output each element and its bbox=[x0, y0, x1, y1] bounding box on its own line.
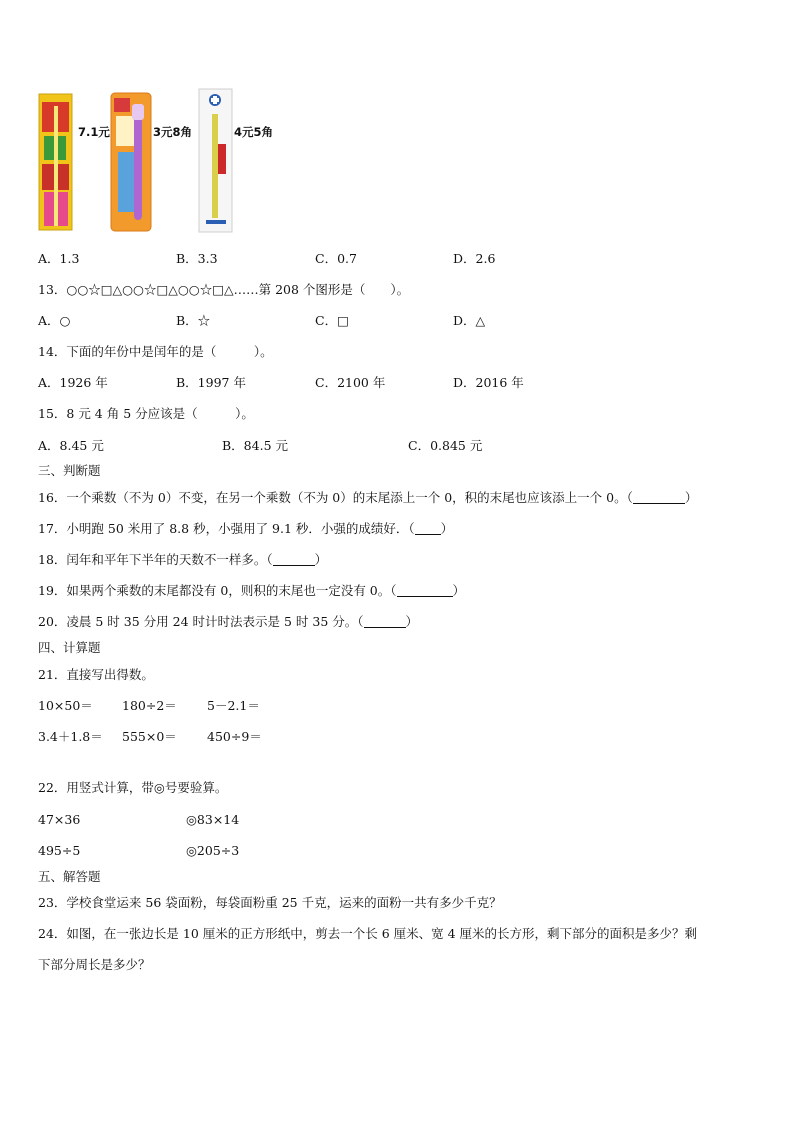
answer-blank[interactable] bbox=[397, 584, 453, 597]
q14-text: 14．下面的年份中是闰年的是（ ）。 bbox=[38, 344, 273, 359]
q12-option-d: D．2.6 bbox=[453, 251, 496, 266]
q13-option-c: C．□ bbox=[315, 313, 349, 328]
q17-text: 17．小明跑 50 米用了 8.8 秒，小强用了 9.1 秒．小强的成绩好．（ bbox=[38, 521, 415, 536]
q12-option-c: C．0.7 bbox=[315, 251, 357, 266]
q14-option-a: A．1926 年 bbox=[38, 375, 108, 390]
q19-end: ） bbox=[452, 583, 466, 598]
q15-text: 15．8 元 4 角 5 分应该是（ ）。 bbox=[38, 406, 254, 421]
q24-text-line2: 下部分周长是多少？ bbox=[38, 957, 151, 972]
q22-title: 22．用竖式计算，带◎号要验算。 bbox=[38, 780, 228, 795]
q22-item: 47×36 bbox=[38, 812, 81, 827]
q20 bbox=[38, 614, 418, 630]
q13-option-b: B．☆ bbox=[176, 313, 211, 328]
q16 bbox=[38, 490, 697, 506]
product-price-1: 7.1元 bbox=[78, 125, 110, 139]
section-heading-solutions: 五、解答题 bbox=[38, 869, 101, 884]
q15-option-b: B．84.5 元 bbox=[222, 438, 288, 453]
toothbrush-package-icon bbox=[198, 88, 234, 234]
q12-option-a: A．1.3 bbox=[38, 251, 80, 266]
answer-blank[interactable] bbox=[633, 491, 685, 504]
q22-item: ◎205÷3 bbox=[186, 843, 240, 858]
product-price-2: 3元8角 bbox=[153, 125, 193, 139]
toothbrush-package-icon bbox=[110, 92, 152, 232]
q15-option-c: C．0.845 元 bbox=[408, 438, 483, 453]
q16-text: 16．一个乘数（不为 0）不变，在另一个乘数（不为 0）的末尾添上一个 0，积的末尾也应该添上一个 0。（ bbox=[38, 490, 633, 505]
q24-text-line1: 24．如图，在一张边长是 10 厘米的正方形纸中，剪去一个长 6 厘米、宽 4 厘米的长方形，剩下部分的面积是多少？剩 bbox=[38, 926, 698, 941]
toothbrush-package-icon bbox=[38, 92, 74, 232]
q22-item: 495÷5 bbox=[38, 843, 81, 858]
answer-blank[interactable] bbox=[273, 553, 315, 566]
q23-text: 23．学校食堂运来 56 袋面粉，每袋面粉重 25 千克，运来的面粉一共有多少千克？ bbox=[38, 895, 502, 910]
q18-end: ） bbox=[314, 552, 328, 567]
q20-end: ） bbox=[405, 614, 419, 629]
q22-item: ◎83×14 bbox=[186, 812, 240, 827]
q18-text: 18．闰年和平年下半年的天数不一样多。（ bbox=[38, 552, 273, 567]
q14-option-b: B．1997 年 bbox=[176, 375, 246, 390]
q13-option-a: A．○ bbox=[38, 313, 71, 328]
q12-option-b: B．3.3 bbox=[176, 251, 218, 266]
section-heading-calculation: 四、计算题 bbox=[38, 640, 101, 655]
q21-item: 180÷2＝ bbox=[122, 698, 177, 713]
q21-item: 450÷9＝ bbox=[207, 729, 262, 744]
q17-end: ） bbox=[440, 521, 454, 536]
q16-end: ） bbox=[684, 490, 698, 505]
q13-text: 13．○○☆□△○○☆□△○○☆□△……第 208 个图形是（ ）。 bbox=[38, 282, 410, 297]
q21-item: 3.4＋1.8＝ bbox=[38, 729, 103, 744]
q21-item: 10×50＝ bbox=[38, 698, 93, 713]
q14-option-c: C．2100 年 bbox=[315, 375, 386, 390]
q21-item: 555×0＝ bbox=[122, 729, 177, 744]
q18 bbox=[38, 552, 327, 568]
q21-item: 5－2.1＝ bbox=[207, 698, 260, 713]
q21-title: 21．直接写出得数。 bbox=[38, 667, 154, 682]
answer-blank[interactable] bbox=[364, 615, 406, 628]
q15-option-a: A．8.45 元 bbox=[38, 438, 104, 453]
q14-option-d: D．2016 年 bbox=[453, 375, 524, 390]
q13-option-d: D．△ bbox=[453, 313, 486, 328]
q19 bbox=[38, 583, 465, 599]
section-heading-judgment: 三、判断题 bbox=[38, 463, 101, 478]
q17 bbox=[38, 521, 453, 537]
q20-text: 20．凌晨 5 时 35 分用 24 时计时法表示是 5 时 35 分。（ bbox=[38, 614, 364, 629]
answer-blank[interactable] bbox=[415, 522, 441, 535]
product-price-3: 4元5角 bbox=[234, 125, 274, 139]
q19-text: 19．如果两个乘数的末尾都没有 0，则积的末尾也一定没有 0。（ bbox=[38, 583, 397, 598]
